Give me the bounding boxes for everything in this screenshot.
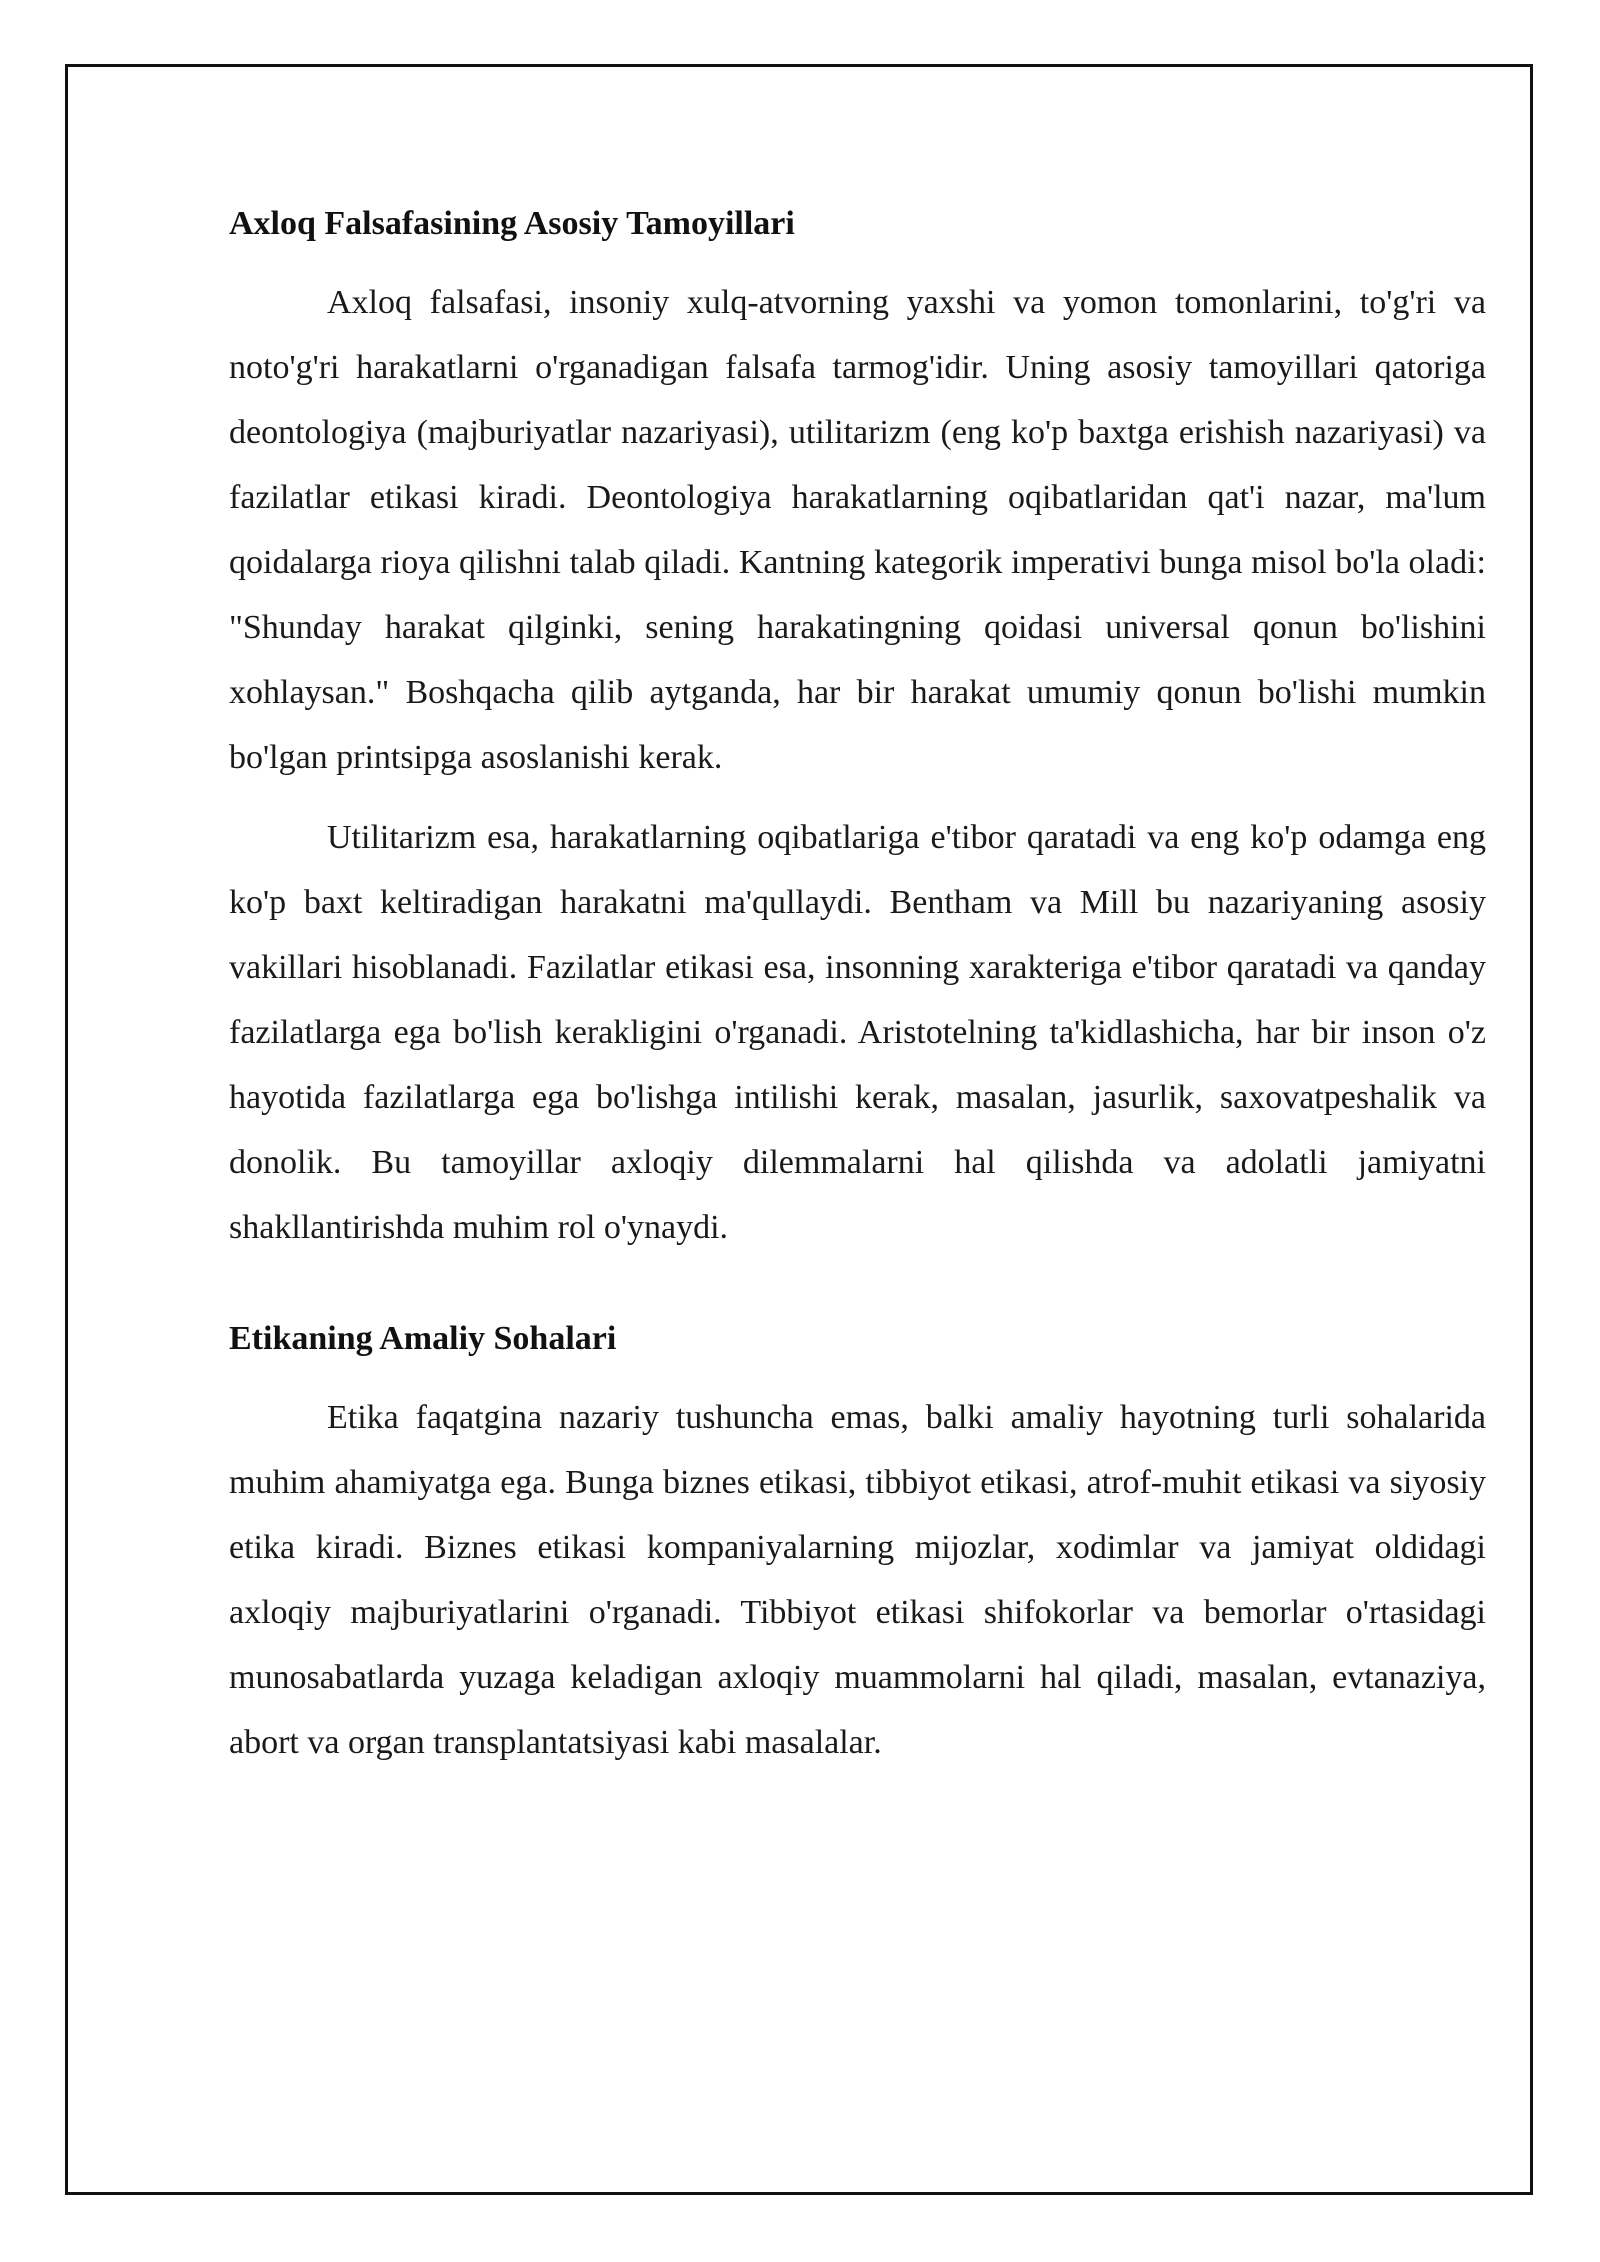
section-heading: Axloq Falsafasining Asosiy Tamoyillari [229, 205, 795, 242]
document-body [229, 200, 1486, 1790]
section-heading: Etikaning Amaliy Sohalari [229, 1320, 617, 1357]
section-principles [229, 200, 1486, 1260]
section-applied-ethics [229, 1315, 1486, 1775]
body-paragraph: Etika faqatgina nazariy tushuncha emas, balki amaliy hayotning turli sohalarida muhim ahamiyatga ega. Bunga biznes etikasi, tibbiyot etikasi, atrof-muhit etikasi va siyosiy etika kiradi. Biznes etikasi kompaniyalarning mijozlar, xodimlar va jamiyat oldidagi axloqiy majburiyatlarini o'rganadi. Tibbiyot etikasi shifokorlar va bemorlar o'rtasidagi munosabatlarda yuzaga keladigan axloqiy muammolarni hal qiladi, masalan, evtanaziya, abort va organ transplantatsiyasi kabi masalalar. [229, 1399, 1486, 1761]
section-spacer [229, 1275, 1486, 1315]
body-paragraph: Utilitarizm esa, harakatlarning oqibatlariga e'tibor qaratadi va eng ko'p odamga eng ko'p baxt keltiradigan harakatni ma'qullaydi. Bentham va Mill bu nazariyaning asosiy vakillari hisoblanadi. Fazilatlar etikasi esa, insonning xarakteriga e'tibor qaratadi va qanday fazilatlarga ega bo'lish kerakligini o'rganadi. Aristotelning ta'kidlashicha, har bir inson o'z hayotida fazilatlarga ega bo'lishga intilishi kerak, masalan, jasurlik, saxovatpeshalik va donolik. Bu tamoyillar axloqiy dilemmalarni hal qilishda va adolatli jamiyatni shakllantirishda muhim rol o'ynaydi. [229, 819, 1486, 1246]
body-paragraph: Axloq falsafasi, insoniy xulq-atvorning yaxshi va yomon tomonlarini, to'g'ri va noto'g'ri harakatlarni o'rganadigan falsafa tarmog'idir. Uning asosiy tamoyillari qatoriga deontologiya (majburiyatlar nazariyasi), utilitarizm (eng ko'p baxtga erishish nazariyasi) va fazilatlar etikasi kiradi. Deontologiya harakatlarning oqibatlaridan qat'i nazar, ma'lum qoidalarga rioya qilishni talab qiladi. Kantning kategorik imperativi bunga misol bo'la oladi: "Shunday harakat qilginki, sening harakatingning qoidasi universal qonun bo'lishini xohlaysan." Boshqacha qilib aytganda, har bir harakat umumiy qonun bo'lishi mumkin bo'lgan printsipga asoslanishi kerak. [229, 284, 1486, 776]
